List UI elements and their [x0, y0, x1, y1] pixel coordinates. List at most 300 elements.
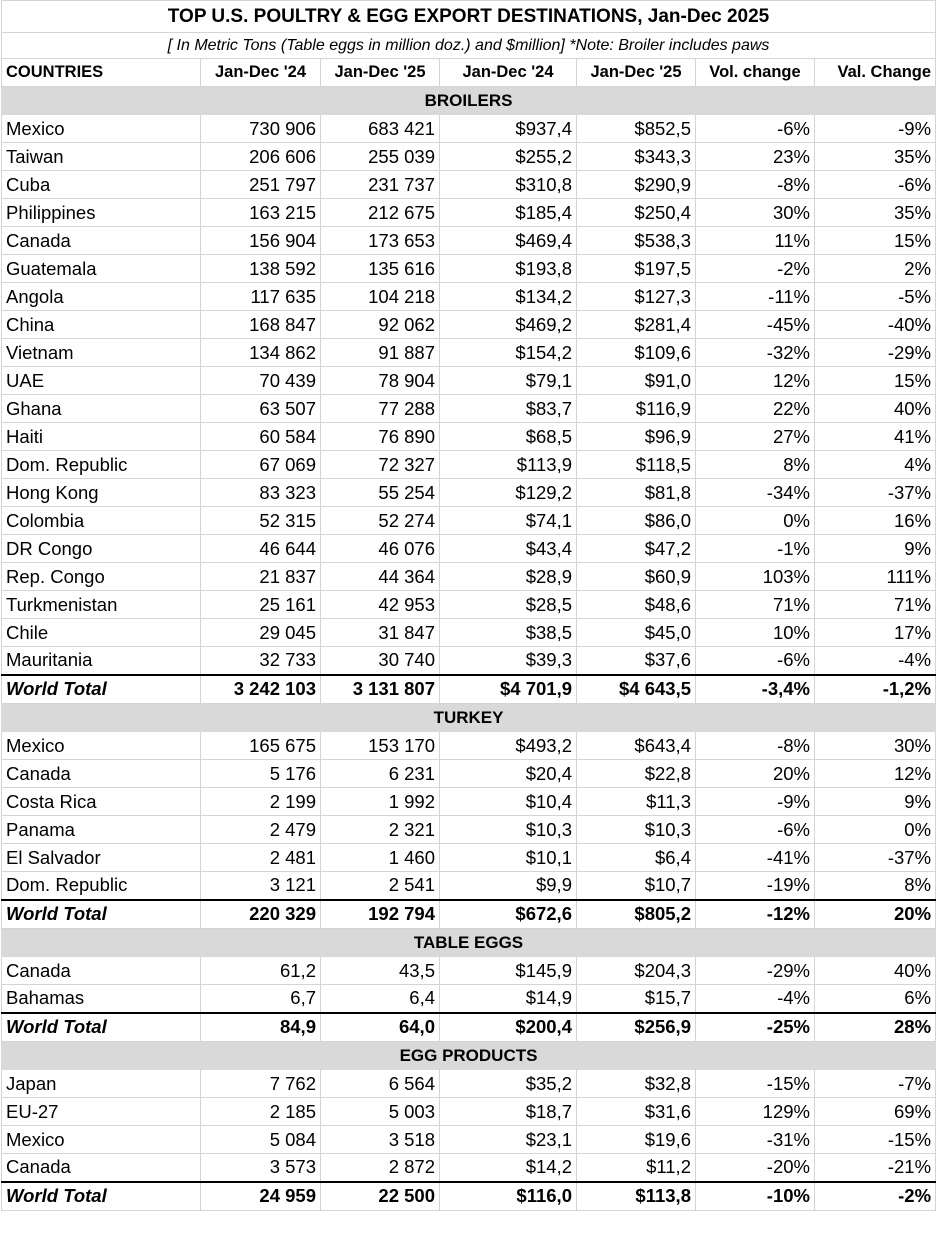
header-vol-25: Jan-Dec '25 [321, 59, 440, 87]
val-24-cell: $83,7 [440, 395, 577, 423]
country-cell: Turkmenistan [2, 591, 201, 619]
table-row [2, 255, 936, 283]
total-vol-change-cell: -25% [696, 1013, 815, 1042]
country-cell: Colombia [2, 507, 201, 535]
vol-change-cell: -2% [696, 255, 815, 283]
val-change-cell: 35% [815, 143, 936, 171]
vol-change-cell: -41% [696, 844, 815, 872]
vol-24-cell: 2 199 [201, 788, 321, 816]
table-row [2, 311, 936, 339]
val-change-cell: 9% [815, 788, 936, 816]
val-24-cell: $39,3 [440, 647, 577, 675]
vol-24-cell: 6,7 [201, 985, 321, 1013]
table-row [2, 143, 936, 171]
val-25-cell: $19,6 [577, 1126, 696, 1154]
header-val-change: Val. Change [815, 59, 936, 87]
total-val-25-cell: $256,9 [577, 1013, 696, 1042]
country-cell: EU-27 [2, 1098, 201, 1126]
val-25-cell: $10,3 [577, 816, 696, 844]
val-change-cell: 71% [815, 591, 936, 619]
section-header [2, 704, 936, 732]
country-cell: El Salvador [2, 844, 201, 872]
vol-25-cell: 6 564 [321, 1070, 440, 1098]
vol-25-cell: 52 274 [321, 507, 440, 535]
vol-24-cell: 60 584 [201, 423, 321, 451]
vol-25-cell: 78 904 [321, 367, 440, 395]
val-24-cell: $185,4 [440, 199, 577, 227]
vol-24-cell: 134 862 [201, 339, 321, 367]
table-row [2, 872, 936, 900]
vol-24-cell: 67 069 [201, 451, 321, 479]
section-title: TABLE EGGS [2, 929, 936, 957]
table-row [2, 647, 936, 675]
total-val-24-cell: $116,0 [440, 1182, 577, 1211]
table-row [2, 339, 936, 367]
val-change-cell: 0% [815, 816, 936, 844]
vol-24-cell: 5 176 [201, 760, 321, 788]
val-24-cell: $134,2 [440, 283, 577, 311]
vol-24-cell: 168 847 [201, 311, 321, 339]
val-change-cell: -5% [815, 283, 936, 311]
val-24-cell: $43,4 [440, 535, 577, 563]
vol-change-cell: 27% [696, 423, 815, 451]
vol-change-cell: -11% [696, 283, 815, 311]
vol-change-cell: -20% [696, 1154, 815, 1182]
vol-25-cell: 255 039 [321, 143, 440, 171]
country-cell: Cuba [2, 171, 201, 199]
country-cell: Mexico [2, 1126, 201, 1154]
val-25-cell: $109,6 [577, 339, 696, 367]
val-25-cell: $204,3 [577, 957, 696, 985]
table-row [2, 115, 936, 143]
val-25-cell: $290,9 [577, 171, 696, 199]
vol-24-cell: 3 573 [201, 1154, 321, 1182]
table-row [2, 451, 936, 479]
val-25-cell: $6,4 [577, 844, 696, 872]
val-25-cell: $281,4 [577, 311, 696, 339]
val-change-cell: -6% [815, 171, 936, 199]
vol-25-cell: 1 992 [321, 788, 440, 816]
vol-change-cell: -4% [696, 985, 815, 1013]
country-cell: Canada [2, 957, 201, 985]
vol-24-cell: 83 323 [201, 479, 321, 507]
val-24-cell: $310,8 [440, 171, 577, 199]
val-24-cell: $20,4 [440, 760, 577, 788]
table-row [2, 395, 936, 423]
vol-24-cell: 21 837 [201, 563, 321, 591]
vol-25-cell: 153 170 [321, 732, 440, 760]
vol-change-cell: 12% [696, 367, 815, 395]
vol-25-cell: 683 421 [321, 115, 440, 143]
val-25-cell: $197,5 [577, 255, 696, 283]
total-val-24-cell: $200,4 [440, 1013, 577, 1042]
val-change-cell: -9% [815, 115, 936, 143]
val-24-cell: $28,5 [440, 591, 577, 619]
table-row [2, 985, 936, 1013]
total-country-cell: World Total [2, 1013, 201, 1042]
vol-change-cell: 22% [696, 395, 815, 423]
table-row [2, 283, 936, 311]
country-cell: Dom. Republic [2, 872, 201, 900]
country-cell: Mauritania [2, 647, 201, 675]
header-val-24: Jan-Dec '24 [440, 59, 577, 87]
val-24-cell: $129,2 [440, 479, 577, 507]
country-cell: China [2, 311, 201, 339]
val-24-cell: $28,9 [440, 563, 577, 591]
total-country-cell: World Total [2, 675, 201, 704]
country-cell: Canada [2, 1154, 201, 1182]
vol-24-cell: 25 161 [201, 591, 321, 619]
table-row [2, 1126, 936, 1154]
val-change-cell: 40% [815, 957, 936, 985]
val-25-cell: $643,4 [577, 732, 696, 760]
vol-24-cell: 138 592 [201, 255, 321, 283]
vol-25-cell: 44 364 [321, 563, 440, 591]
val-24-cell: $23,1 [440, 1126, 577, 1154]
val-change-cell: 30% [815, 732, 936, 760]
val-24-cell: $14,9 [440, 985, 577, 1013]
total-country-cell: World Total [2, 900, 201, 929]
vol-change-cell: -9% [696, 788, 815, 816]
val-25-cell: $250,4 [577, 199, 696, 227]
vol-25-cell: 2 541 [321, 872, 440, 900]
val-24-cell: $14,2 [440, 1154, 577, 1182]
val-24-cell: $469,2 [440, 311, 577, 339]
world-total-row [2, 900, 936, 929]
val-24-cell: $154,2 [440, 339, 577, 367]
vol-24-cell: 206 606 [201, 143, 321, 171]
vol-change-cell: -1% [696, 535, 815, 563]
val-25-cell: $37,6 [577, 647, 696, 675]
vol-25-cell: 1 460 [321, 844, 440, 872]
val-25-cell: $32,8 [577, 1070, 696, 1098]
country-cell: UAE [2, 367, 201, 395]
table-row [2, 1154, 936, 1182]
vol-change-cell: -45% [696, 311, 815, 339]
vol-change-cell: 8% [696, 451, 815, 479]
val-24-cell: $74,1 [440, 507, 577, 535]
val-change-cell: 15% [815, 367, 936, 395]
vol-change-cell: -29% [696, 957, 815, 985]
val-24-cell: $18,7 [440, 1098, 577, 1126]
section-title: TURKEY [2, 704, 936, 732]
val-25-cell: $10,7 [577, 872, 696, 900]
vol-change-cell: 71% [696, 591, 815, 619]
table-row [2, 732, 936, 760]
vol-24-cell: 52 315 [201, 507, 321, 535]
section-title: BROILERS [2, 87, 936, 115]
vol-25-cell: 30 740 [321, 647, 440, 675]
vol-25-cell: 173 653 [321, 227, 440, 255]
val-change-cell: -15% [815, 1126, 936, 1154]
val-change-cell: 15% [815, 227, 936, 255]
val-24-cell: $68,5 [440, 423, 577, 451]
country-cell: Ghana [2, 395, 201, 423]
vol-25-cell: 72 327 [321, 451, 440, 479]
country-cell: Hong Kong [2, 479, 201, 507]
val-24-cell: $255,2 [440, 143, 577, 171]
vol-change-cell: 10% [696, 619, 815, 647]
total-vol-25-cell: 22 500 [321, 1182, 440, 1211]
vol-24-cell: 165 675 [201, 732, 321, 760]
vol-24-cell: 63 507 [201, 395, 321, 423]
vol-25-cell: 3 518 [321, 1126, 440, 1154]
country-cell: Panama [2, 816, 201, 844]
country-cell: Dom. Republic [2, 451, 201, 479]
vol-25-cell: 212 675 [321, 199, 440, 227]
table-row [2, 479, 936, 507]
val-change-cell: -37% [815, 844, 936, 872]
val-25-cell: $22,8 [577, 760, 696, 788]
section-title: EGG PRODUCTS [2, 1042, 936, 1070]
vol-24-cell: 2 479 [201, 816, 321, 844]
section-header [2, 87, 936, 115]
val-change-cell: 12% [815, 760, 936, 788]
vol-25-cell: 6 231 [321, 760, 440, 788]
country-cell: Mexico [2, 115, 201, 143]
val-24-cell: $10,3 [440, 816, 577, 844]
vol-change-cell: -32% [696, 339, 815, 367]
vol-24-cell: 5 084 [201, 1126, 321, 1154]
vol-25-cell: 77 288 [321, 395, 440, 423]
vol-25-cell: 43,5 [321, 957, 440, 985]
val-change-cell: -29% [815, 339, 936, 367]
table-row [2, 563, 936, 591]
total-val-change-cell: -1,2% [815, 675, 936, 704]
val-25-cell: $86,0 [577, 507, 696, 535]
world-total-row [2, 1013, 936, 1042]
val-25-cell: $91,0 [577, 367, 696, 395]
total-val-change-cell: 20% [815, 900, 936, 929]
vol-change-cell: 23% [696, 143, 815, 171]
table-row [2, 199, 936, 227]
vol-25-cell: 2 321 [321, 816, 440, 844]
vol-change-cell: -34% [696, 479, 815, 507]
total-vol-25-cell: 192 794 [321, 900, 440, 929]
val-24-cell: $38,5 [440, 619, 577, 647]
vol-24-cell: 46 644 [201, 535, 321, 563]
table-note: [ In Metric Tons (Table eggs in million doz.) and $million] *Note: Broiler includes paws [2, 33, 936, 59]
vol-change-cell: 20% [696, 760, 815, 788]
val-change-cell: 4% [815, 451, 936, 479]
vol-24-cell: 2 481 [201, 844, 321, 872]
vol-25-cell: 6,4 [321, 985, 440, 1013]
vol-24-cell: 2 185 [201, 1098, 321, 1126]
val-change-cell: 16% [815, 507, 936, 535]
val-change-cell: 8% [815, 872, 936, 900]
vol-25-cell: 46 076 [321, 535, 440, 563]
world-total-row [2, 675, 936, 704]
val-24-cell: $9,9 [440, 872, 577, 900]
vol-change-cell: -8% [696, 171, 815, 199]
val-change-cell: 69% [815, 1098, 936, 1126]
val-change-cell: -7% [815, 1070, 936, 1098]
val-25-cell: $116,9 [577, 395, 696, 423]
world-total-row [2, 1182, 936, 1211]
vol-change-cell: -6% [696, 647, 815, 675]
country-cell: Chile [2, 619, 201, 647]
vol-change-cell: -6% [696, 816, 815, 844]
val-24-cell: $79,1 [440, 367, 577, 395]
country-cell: Costa Rica [2, 788, 201, 816]
vol-24-cell: 70 439 [201, 367, 321, 395]
total-vol-change-cell: -12% [696, 900, 815, 929]
val-24-cell: $35,2 [440, 1070, 577, 1098]
vol-24-cell: 156 904 [201, 227, 321, 255]
country-cell: Mexico [2, 732, 201, 760]
table-row [2, 788, 936, 816]
vol-25-cell: 2 872 [321, 1154, 440, 1182]
val-25-cell: $96,9 [577, 423, 696, 451]
table-row [2, 816, 936, 844]
vol-25-cell: 91 887 [321, 339, 440, 367]
table-row [2, 844, 936, 872]
val-24-cell: $493,2 [440, 732, 577, 760]
vol-24-cell: 251 797 [201, 171, 321, 199]
val-change-cell: -37% [815, 479, 936, 507]
val-24-cell: $10,4 [440, 788, 577, 816]
vol-change-cell: 30% [696, 199, 815, 227]
total-val-24-cell: $4 701,9 [440, 675, 577, 704]
val-change-cell: 41% [815, 423, 936, 451]
val-change-cell: 35% [815, 199, 936, 227]
vol-change-cell: -15% [696, 1070, 815, 1098]
vol-change-cell: 11% [696, 227, 815, 255]
total-country-cell: World Total [2, 1182, 201, 1211]
header-vol-24: Jan-Dec '24 [201, 59, 321, 87]
val-25-cell: $852,5 [577, 115, 696, 143]
val-25-cell: $15,7 [577, 985, 696, 1013]
val-25-cell: $538,3 [577, 227, 696, 255]
val-25-cell: $11,2 [577, 1154, 696, 1182]
val-change-cell: -40% [815, 311, 936, 339]
val-24-cell: $937,4 [440, 115, 577, 143]
country-cell: Canada [2, 760, 201, 788]
header-vol-change: Vol. change [696, 59, 815, 87]
vol-24-cell: 3 121 [201, 872, 321, 900]
table-row [2, 227, 936, 255]
vol-25-cell: 5 003 [321, 1098, 440, 1126]
total-vol-change-cell: -3,4% [696, 675, 815, 704]
total-vol-24-cell: 3 242 103 [201, 675, 321, 704]
val-25-cell: $11,3 [577, 788, 696, 816]
val-change-cell: 9% [815, 535, 936, 563]
total-val-25-cell: $805,2 [577, 900, 696, 929]
val-24-cell: $145,9 [440, 957, 577, 985]
val-25-cell: $60,9 [577, 563, 696, 591]
val-24-cell: $193,8 [440, 255, 577, 283]
val-25-cell: $81,8 [577, 479, 696, 507]
total-vol-24-cell: 220 329 [201, 900, 321, 929]
vol-25-cell: 92 062 [321, 311, 440, 339]
country-cell: Guatemala [2, 255, 201, 283]
country-cell: Japan [2, 1070, 201, 1098]
table-row [2, 367, 936, 395]
vol-25-cell: 76 890 [321, 423, 440, 451]
table-row [2, 591, 936, 619]
vol-24-cell: 163 215 [201, 199, 321, 227]
table-title: TOP U.S. POULTRY & EGG EXPORT DESTINATIONS, Jan-Dec 2025 [2, 1, 936, 33]
country-cell: Bahamas [2, 985, 201, 1013]
val-change-cell: 6% [815, 985, 936, 1013]
section-header [2, 929, 936, 957]
country-cell: Vietnam [2, 339, 201, 367]
vol-change-cell: 0% [696, 507, 815, 535]
total-vol-24-cell: 24 959 [201, 1182, 321, 1211]
table-row [2, 423, 936, 451]
vol-change-cell: -6% [696, 115, 815, 143]
val-change-cell: 111% [815, 563, 936, 591]
val-change-cell: 2% [815, 255, 936, 283]
vol-25-cell: 55 254 [321, 479, 440, 507]
country-cell: Rep. Congo [2, 563, 201, 591]
val-25-cell: $343,3 [577, 143, 696, 171]
total-vol-25-cell: 3 131 807 [321, 675, 440, 704]
table-row [2, 619, 936, 647]
vol-24-cell: 61,2 [201, 957, 321, 985]
vol-change-cell: -8% [696, 732, 815, 760]
total-val-change-cell: 28% [815, 1013, 936, 1042]
vol-25-cell: 231 737 [321, 171, 440, 199]
country-cell: Haiti [2, 423, 201, 451]
vol-25-cell: 104 218 [321, 283, 440, 311]
section-header [2, 1042, 936, 1070]
val-25-cell: $31,6 [577, 1098, 696, 1126]
country-cell: DR Congo [2, 535, 201, 563]
country-cell: Angola [2, 283, 201, 311]
country-cell: Canada [2, 227, 201, 255]
total-vol-change-cell: -10% [696, 1182, 815, 1211]
val-25-cell: $127,3 [577, 283, 696, 311]
val-change-cell: -21% [815, 1154, 936, 1182]
vol-24-cell: 730 906 [201, 115, 321, 143]
val-change-cell: 40% [815, 395, 936, 423]
header-val-25: Jan-Dec '25 [577, 59, 696, 87]
vol-change-cell: -19% [696, 872, 815, 900]
vol-24-cell: 117 635 [201, 283, 321, 311]
val-25-cell: $118,5 [577, 451, 696, 479]
total-val-24-cell: $672,6 [440, 900, 577, 929]
vol-25-cell: 31 847 [321, 619, 440, 647]
val-change-cell: -4% [815, 647, 936, 675]
val-24-cell: $113,9 [440, 451, 577, 479]
total-val-25-cell: $113,8 [577, 1182, 696, 1211]
country-cell: Philippines [2, 199, 201, 227]
vol-change-cell: 103% [696, 563, 815, 591]
table-row [2, 1070, 936, 1098]
vol-24-cell: 29 045 [201, 619, 321, 647]
vol-25-cell: 135 616 [321, 255, 440, 283]
total-val-25-cell: $4 643,5 [577, 675, 696, 704]
val-25-cell: $48,6 [577, 591, 696, 619]
table-row [2, 760, 936, 788]
val-24-cell: $10,1 [440, 844, 577, 872]
table-body [2, 87, 936, 1211]
val-25-cell: $45,0 [577, 619, 696, 647]
vol-24-cell: 7 762 [201, 1070, 321, 1098]
column-header-row [2, 59, 936, 87]
header-countries: COUNTRIES [2, 59, 201, 87]
total-val-change-cell: -2% [815, 1182, 936, 1211]
export-table [1, 0, 936, 1211]
vol-change-cell: 129% [696, 1098, 815, 1126]
total-vol-25-cell: 64,0 [321, 1013, 440, 1042]
table-row [2, 957, 936, 985]
table-row [2, 507, 936, 535]
val-25-cell: $47,2 [577, 535, 696, 563]
val-24-cell: $469,4 [440, 227, 577, 255]
country-cell: Taiwan [2, 143, 201, 171]
